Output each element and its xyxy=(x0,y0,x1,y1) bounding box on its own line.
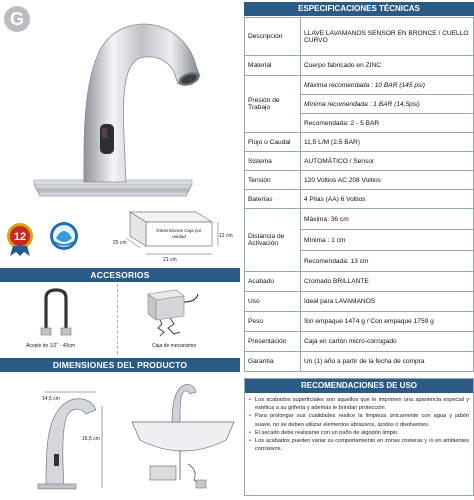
spec-label: Baterías xyxy=(245,190,301,209)
mechanism-caption: Caja de mecanismo xyxy=(152,343,197,349)
list-item xyxy=(249,429,469,437)
list-item xyxy=(249,412,469,428)
mechanism-box-image xyxy=(140,284,210,340)
table-row xyxy=(245,190,474,209)
recommendations-box xyxy=(244,378,474,496)
table-row xyxy=(245,133,474,152)
accessories-title: ACCESORIOS xyxy=(0,268,240,282)
dimensions-title: DIMENSIONES DEL PRODUCTO xyxy=(0,358,240,372)
list-item xyxy=(249,437,469,453)
spec-value: Mínima : 1 cm xyxy=(301,230,474,251)
bullet-icon: • xyxy=(249,413,251,420)
spec-value: Ideal para LAVAMANOS xyxy=(301,292,474,312)
spec-label: Acabado xyxy=(245,272,301,292)
spec-value: Mínima recomendada : 1 BAR (14,5psi) xyxy=(301,95,474,114)
spec-label: Tensión xyxy=(245,171,301,190)
spec-value: Cromado BRILLANTE xyxy=(301,272,474,292)
recommendation-text: Los acabados pueden variar su comportamiento en zonas costeras y /o en ambientes corrosivos. xyxy=(255,438,469,453)
spec-value: Caja en cartón micro-corrugado xyxy=(301,332,474,352)
table-row xyxy=(245,209,474,230)
spec-label: Flujo o Caudal xyxy=(245,133,301,152)
box-depth-label: 25 cm xyxy=(113,240,127,246)
brand-logo: G xyxy=(4,6,30,32)
spec-value: Máxima: 36 cm xyxy=(301,209,474,230)
specs-title: ESPECIFICACIONES TÉCNICAS xyxy=(244,2,474,16)
recommendation-text: El secado debe realizarse con un paño de algodón limpio. xyxy=(255,429,399,436)
spec-value: 11,5 L/M (2.5 BAR) xyxy=(301,133,474,152)
hose-caption: Acople de 1/2" - 40cm xyxy=(26,343,76,349)
spec-value: Recomendada: 2 - 5 BAR xyxy=(301,114,474,133)
table-row xyxy=(245,152,474,171)
recommendations-list xyxy=(245,393,473,453)
table-row xyxy=(245,352,474,372)
recommendation-text: Para prolongar sus cualidades realice la limpieza únicamente con agua y jabón suave, no se deben utilizar elementos abrasivos, ácidos o disolventes. xyxy=(255,413,469,428)
bullet-icon: • xyxy=(249,429,251,436)
recommendation-text: Los acabados superficiales son aquellos que le imprimen una apariencia especial y estética a su grifería y además le brindan protección. xyxy=(255,397,469,412)
faucet-product-image xyxy=(28,6,208,202)
recommendations-title: RECOMENDACIONES DE USO xyxy=(245,379,473,393)
specs-table xyxy=(244,17,474,372)
spec-value: Máxima recomendada : 10 BAR (145 psi) xyxy=(301,76,474,95)
spec-value: Sin empaque 1474 g / Con empaque 1759 g xyxy=(301,312,474,332)
table-row xyxy=(245,292,474,312)
box-width-label: 21 cm xyxy=(163,257,177,263)
hose-image xyxy=(36,286,76,338)
bullet-icon: • xyxy=(249,397,251,403)
spec-value: AUTOMÁTICO / Sensor xyxy=(301,152,474,171)
spec-label: Material xyxy=(245,56,301,76)
bullet-icon: • xyxy=(249,438,251,445)
spec-value: Recomendada: 13 cm xyxy=(301,251,474,272)
water-saving-badge-icon xyxy=(50,222,78,250)
spec-value: Un (1) año a partir de la fecha de compra xyxy=(301,352,474,372)
box-height-label: 12 cm xyxy=(219,233,233,239)
spec-label: Uso xyxy=(245,292,301,312)
table-row xyxy=(245,18,474,56)
warranty-years-label: 12 xyxy=(13,231,27,243)
spec-label: Presión de Trabajo xyxy=(245,76,301,133)
table-row xyxy=(245,56,474,76)
spec-value: LLAVE LAVAMANOS SENSOR EN BRONCE / CUELLO CURVO xyxy=(301,18,474,56)
table-row xyxy=(245,272,474,292)
product-width-label: 14,5 cm xyxy=(42,396,60,402)
spec-label: Distancia de Activación xyxy=(245,209,301,272)
product-height-label: 16,5 cm xyxy=(82,436,100,442)
installation-drawing xyxy=(128,380,238,496)
spec-value: Cuerpo fabricado en ZINC xyxy=(301,56,474,76)
table-row xyxy=(245,171,474,190)
list-item xyxy=(249,396,469,412)
spec-value: 120 Voltios AC 208 Voltios xyxy=(301,171,474,190)
specs-column xyxy=(244,0,474,500)
table-row xyxy=(245,332,474,352)
accessories-divider xyxy=(117,284,118,354)
table-row xyxy=(245,312,474,332)
table-row xyxy=(245,76,474,95)
spec-label: Presentación xyxy=(245,332,301,352)
spec-label: Descripción xyxy=(245,18,301,56)
box-caption: Dimensiones Caja por unidad xyxy=(156,228,202,239)
spec-label: Peso xyxy=(245,312,301,332)
badges xyxy=(6,218,90,258)
spec-value: 4 Pilas (AA) 6 Voltios xyxy=(301,190,474,209)
spec-label: Garantía xyxy=(245,352,301,372)
spec-label: Sistema xyxy=(245,152,301,171)
